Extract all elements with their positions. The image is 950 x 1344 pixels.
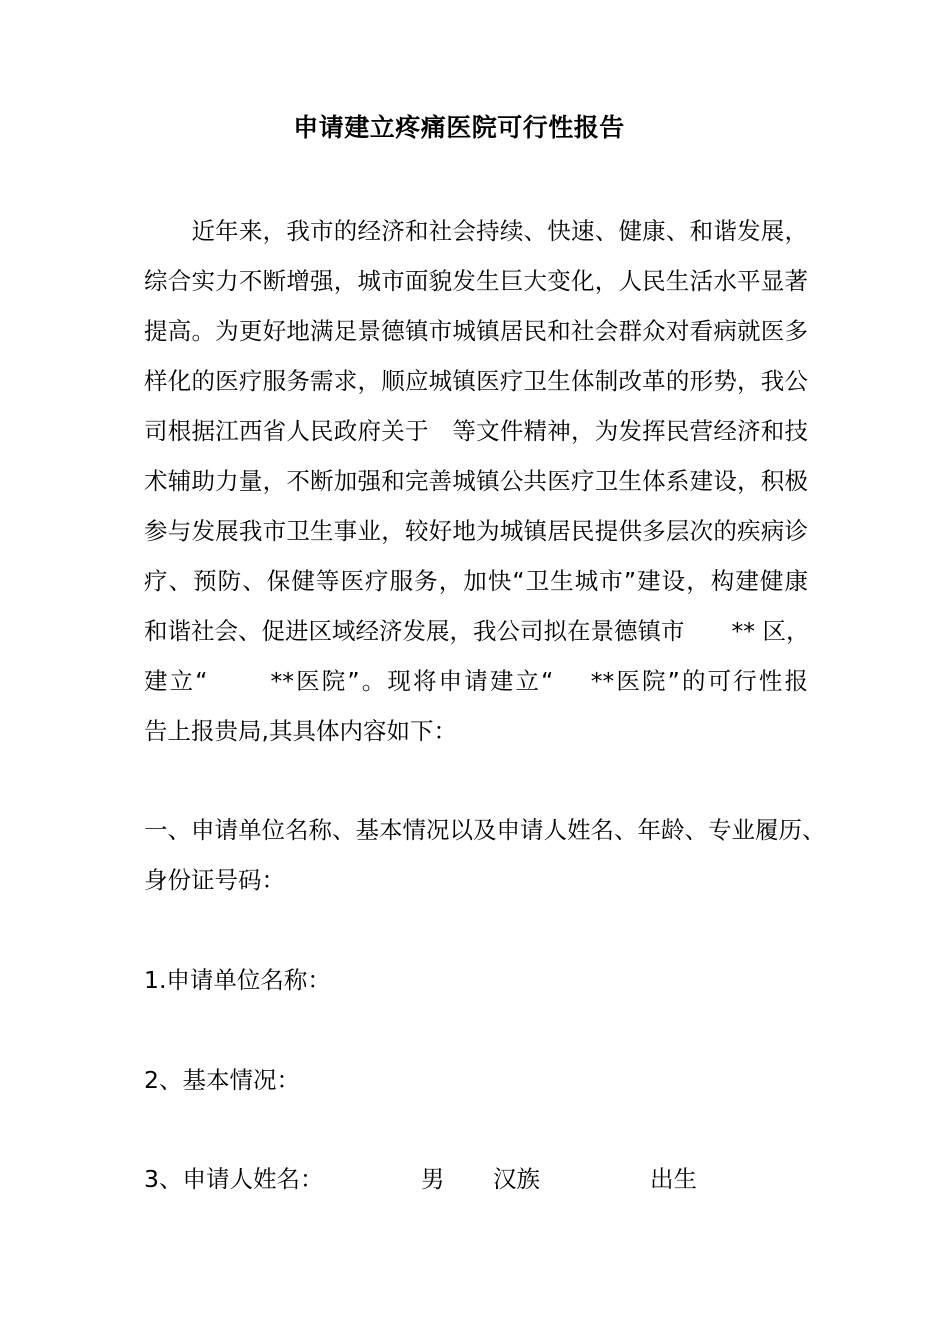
section-heading-line-1: 一、申请单位名称、基本情况以及申请人姓名、年龄、专业履历、 [144, 816, 826, 844]
item-applicant-unit-name: 1.申请单位名称： [144, 966, 331, 994]
paragraph-line-5: 司根据江西省人民政府关于 等文件精神，为发挥民营经济和技 [144, 417, 808, 445]
paragraph-line-11: 告上报贵局,其具体内容如下： [144, 717, 457, 745]
item-basic-info: 2、基本情况： [144, 1066, 300, 1094]
paragraph-line-1: 近年来，我市的经济和社会持续、快速、健康、和谐发展， [144, 217, 808, 245]
paragraph-line-9: 和谐社会、促进区域经济发展，我公司拟在景德镇市 ** 区， [144, 617, 810, 645]
item-applicant-name-label: 3、申请人姓名： [144, 1165, 324, 1193]
paragraph-line-8: 疗、预防、保健等医疗服务，加快“卫生城市”建设，构建健康 [144, 567, 808, 595]
paragraph-line-2: 综合实力不断增强，城市面貌发生巨大变化，人民生活水平显著 [144, 267, 808, 295]
paragraph-line-3: 提高。为更好地满足景德镇市城镇居民和社会群众对看病就医多 [144, 317, 808, 345]
item-applicant-gender: 男 [421, 1165, 445, 1193]
paragraph-line-6: 术辅助力量，不断加强和完善城镇公共医疗卫生体系建设，积极 [144, 467, 808, 495]
paragraph-line-7: 参与发展我市卫生事业，较好地为城镇居民提供多层次的疾病诊 [144, 517, 808, 545]
section-heading-line-2: 身份证号码： [144, 866, 285, 894]
paragraph-line-4: 样化的医疗服务需求，顺应城镇医疗卫生体制改革的形势，我公 [144, 367, 808, 395]
document-title: 申请建立疼痛医院可行性报告 [293, 113, 625, 142]
paragraph-line-10: 建立“ **医院”。现将申请建立“ **医院”的可行性报 [144, 667, 808, 695]
item-applicant-birth: 出生 [650, 1165, 697, 1193]
item-applicant-ethnicity: 汉族 [493, 1165, 540, 1193]
